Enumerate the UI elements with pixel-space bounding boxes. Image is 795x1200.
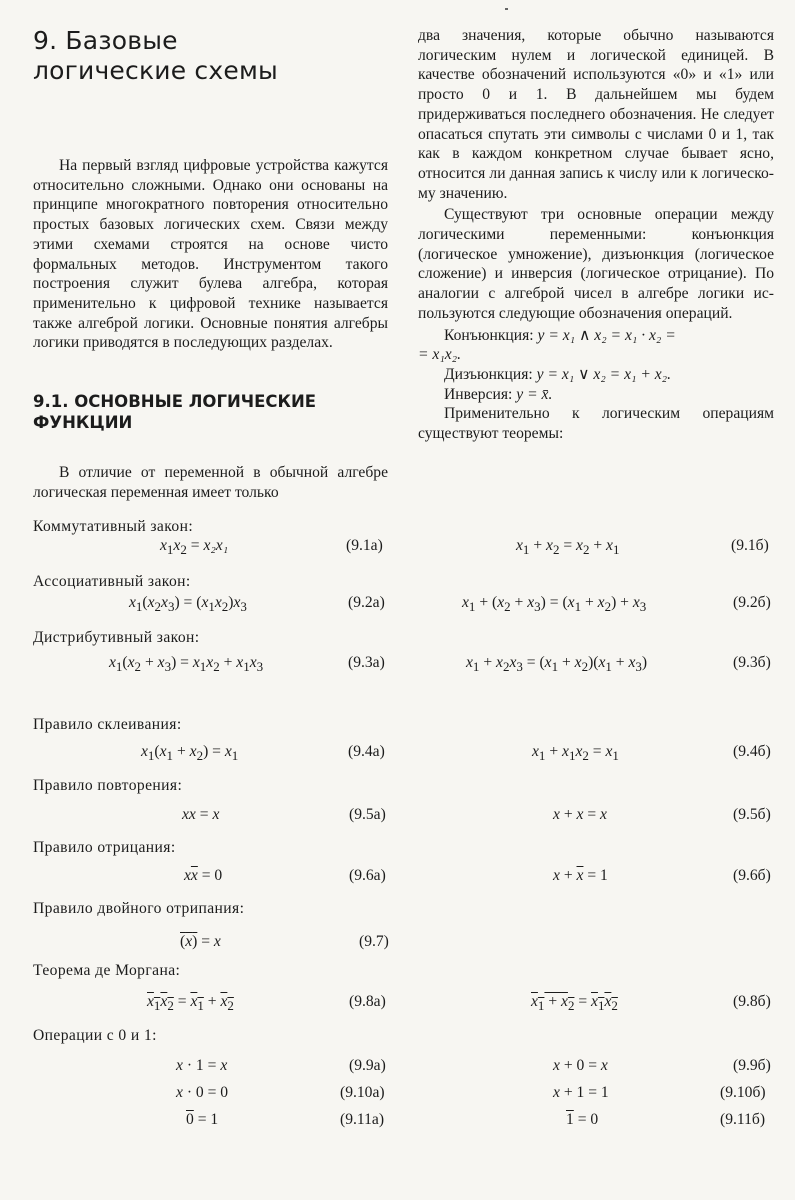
conjunction-formula: y = x₁ ∧ x₂ = x₁ · x₂ = bbox=[537, 326, 676, 344]
law-label-commutative: Коммутативный закон: bbox=[33, 518, 194, 535]
equation-number: (9.3б) bbox=[733, 654, 771, 671]
conjunction-cont-formula: = x₁x₂. bbox=[418, 346, 462, 364]
section-title-line1: 9.1. ОСНОВНЫЕ ЛОГИЧЕСКИЕ bbox=[33, 392, 317, 412]
right-paragraph-3: Применительно к логическим операциям существуют теоремы: bbox=[418, 405, 774, 443]
equation-9-3b: $x_1 + x_2x_3 = (x_1 + x_2)(x_1 + x_3)$ bbox=[466, 654, 648, 675]
equation-number: (9.11а) bbox=[340, 1111, 385, 1128]
equation-9-11a: 0 = 1 bbox=[186, 1111, 219, 1128]
equation-9-5b: x + x = x bbox=[553, 806, 607, 823]
law-label-repetition: Правило повторения: bbox=[33, 777, 183, 794]
law-label-gluing: Правило склеивания: bbox=[33, 716, 182, 733]
law-label-associative: Ассоциативный закон: bbox=[33, 573, 191, 590]
chapter-title-line1: 9. Базовые bbox=[33, 26, 178, 55]
equation-number: (9.6б) bbox=[733, 867, 771, 884]
right-paragraph-1: два значения, которые обычно называются логическим нулем и логической единицей. В качестве обозначений используются «0» и «1» или просто 0 и 1. В дальнейшем мы будем придерживаться последнего обозначения. Не следует опасаться спутать эти символы с числами 0 и 1, так как в каждом конкретном случае бывает ясно, относится ли данная запись к числу или к логическому значению. bbox=[418, 27, 774, 202]
disjunction-label: Дизъюнкция: bbox=[444, 365, 533, 383]
equation-number: (9.3а) bbox=[348, 654, 385, 671]
print-speck bbox=[505, 8, 508, 10]
equation-9-2a: $x_1(x_2x_3) = (x_1x_2)x_3$ bbox=[129, 594, 247, 615]
equation-9-1a: $x_1x_2 = x_2x_1$ bbox=[160, 537, 229, 558]
law-label-zero-one: Операции с 0 и 1: bbox=[33, 1027, 157, 1044]
equation-9-1a-rhs: x₂x₁ bbox=[203, 537, 229, 554]
equation-number: (9.11б) bbox=[720, 1111, 766, 1128]
equation-number: (9.10а) bbox=[340, 1084, 385, 1101]
right-paragraph-2: Существуют три основные операции между логическими переменными: конъюнкция (логическое умножение), дизъюнкция (логическое сложение) и инверсия (логическое отрицание). По аналогии с алгеброй чисел в алгебре логики используются следующие обозначения операций. bbox=[418, 206, 774, 322]
equation-number: (9.1б) bbox=[731, 537, 769, 554]
section-title-line2: ФУНКЦИИ bbox=[33, 413, 133, 433]
equation-number: (9.2б) bbox=[733, 594, 771, 611]
chapter-title-line2: логические схемы bbox=[33, 56, 278, 85]
equation-number: (9.1а) bbox=[346, 537, 383, 554]
equation-9-4b: $x_1 + x_1x_2 = x_1$ bbox=[532, 743, 619, 764]
equation-9-1b: $x_1 + x_2 = x_2 + x_1$ bbox=[516, 537, 620, 558]
equation-9-4a: $x_1(x_1 + x_2) = x_1$ bbox=[141, 743, 239, 764]
equation-9-9a: x · 1 = x bbox=[176, 1057, 228, 1074]
disjunction-formula: y = x₁ ∨ x₂ = x₁ + x₂. bbox=[536, 365, 671, 383]
equation-number: (9.5а) bbox=[349, 806, 386, 823]
equation-9-10a: x · 0 = 0 bbox=[176, 1084, 229, 1101]
law-label-de-morgan: Теорема де Моргана: bbox=[33, 962, 181, 979]
law-label-negation: Правило отрицания: bbox=[33, 839, 176, 856]
equation-number: (9.8б) bbox=[733, 993, 771, 1010]
law-label-distributive: Дистрибутивный закон: bbox=[33, 629, 200, 646]
law-label-double-negation: Правило двойного отрипания: bbox=[33, 900, 245, 917]
equation-number: (9.8а) bbox=[349, 993, 386, 1010]
equation-9-6a: $x\overline{x} = 0$ bbox=[184, 867, 223, 884]
equation-number: (9.9а) bbox=[349, 1057, 386, 1074]
section-paragraph: В отличие от переменной в обычной алгебре логическая переменная имеет только bbox=[33, 464, 388, 501]
equation-9-2b: $x_1 + (x_2 + x_3) = (x_1 + x_2) + x_3$ bbox=[462, 594, 647, 615]
equation-9-5a: xx = x bbox=[182, 806, 220, 823]
equation-number: (9.2а) bbox=[348, 594, 385, 611]
equation-number: (9.10б) bbox=[720, 1084, 766, 1101]
inversion-label: Инверсия: bbox=[444, 385, 513, 403]
inversion-formula: y = x̄. bbox=[516, 385, 553, 403]
equation-number: (9.6а) bbox=[349, 867, 386, 884]
equation-9-10b: x + 1 = 1 bbox=[553, 1084, 609, 1101]
equation-number: (9.4а) bbox=[348, 743, 385, 760]
equation-9-11b: 1 = 0 bbox=[566, 1111, 599, 1128]
equation-number: (9.9б) bbox=[733, 1057, 771, 1074]
equation-9-8b: $x_1 + x_2 = x_1x_2$ bbox=[531, 993, 618, 1014]
intro-paragraph: На первый взгляд цифровые устройства кажутся относительно сложными. Однако они основаны на принципе многократного повторения относительно простых базовых логических схем. Связи между этими схемами строятся на основе чисто формальных методов. Инструментом такого построения служит булева алгебра, которая применительно к цифровой технике называется также алгеброй логики. Основные понятия алгебры логики приводятся в последующих разделах. bbox=[33, 157, 388, 352]
equation-9-3a: $x_1(x_2 + x_3) = x_1x_2 + x_1x_3$ bbox=[109, 654, 264, 675]
equation-9-8a: $x_1x_2 = x_1 + x_2$ bbox=[147, 993, 234, 1014]
equation-number: (9.7) bbox=[359, 933, 389, 950]
conjunction-label: Конъюнкция: bbox=[444, 326, 534, 344]
equation-number: (9.4б) bbox=[733, 743, 771, 760]
equation-9-9b: x + 0 = x bbox=[553, 1057, 608, 1074]
equation-9-7: (x) = x bbox=[180, 933, 221, 950]
equation-number: (9.5б) bbox=[733, 806, 771, 823]
equation-9-6b: $x + \overline{x} = 1$ bbox=[553, 867, 608, 884]
